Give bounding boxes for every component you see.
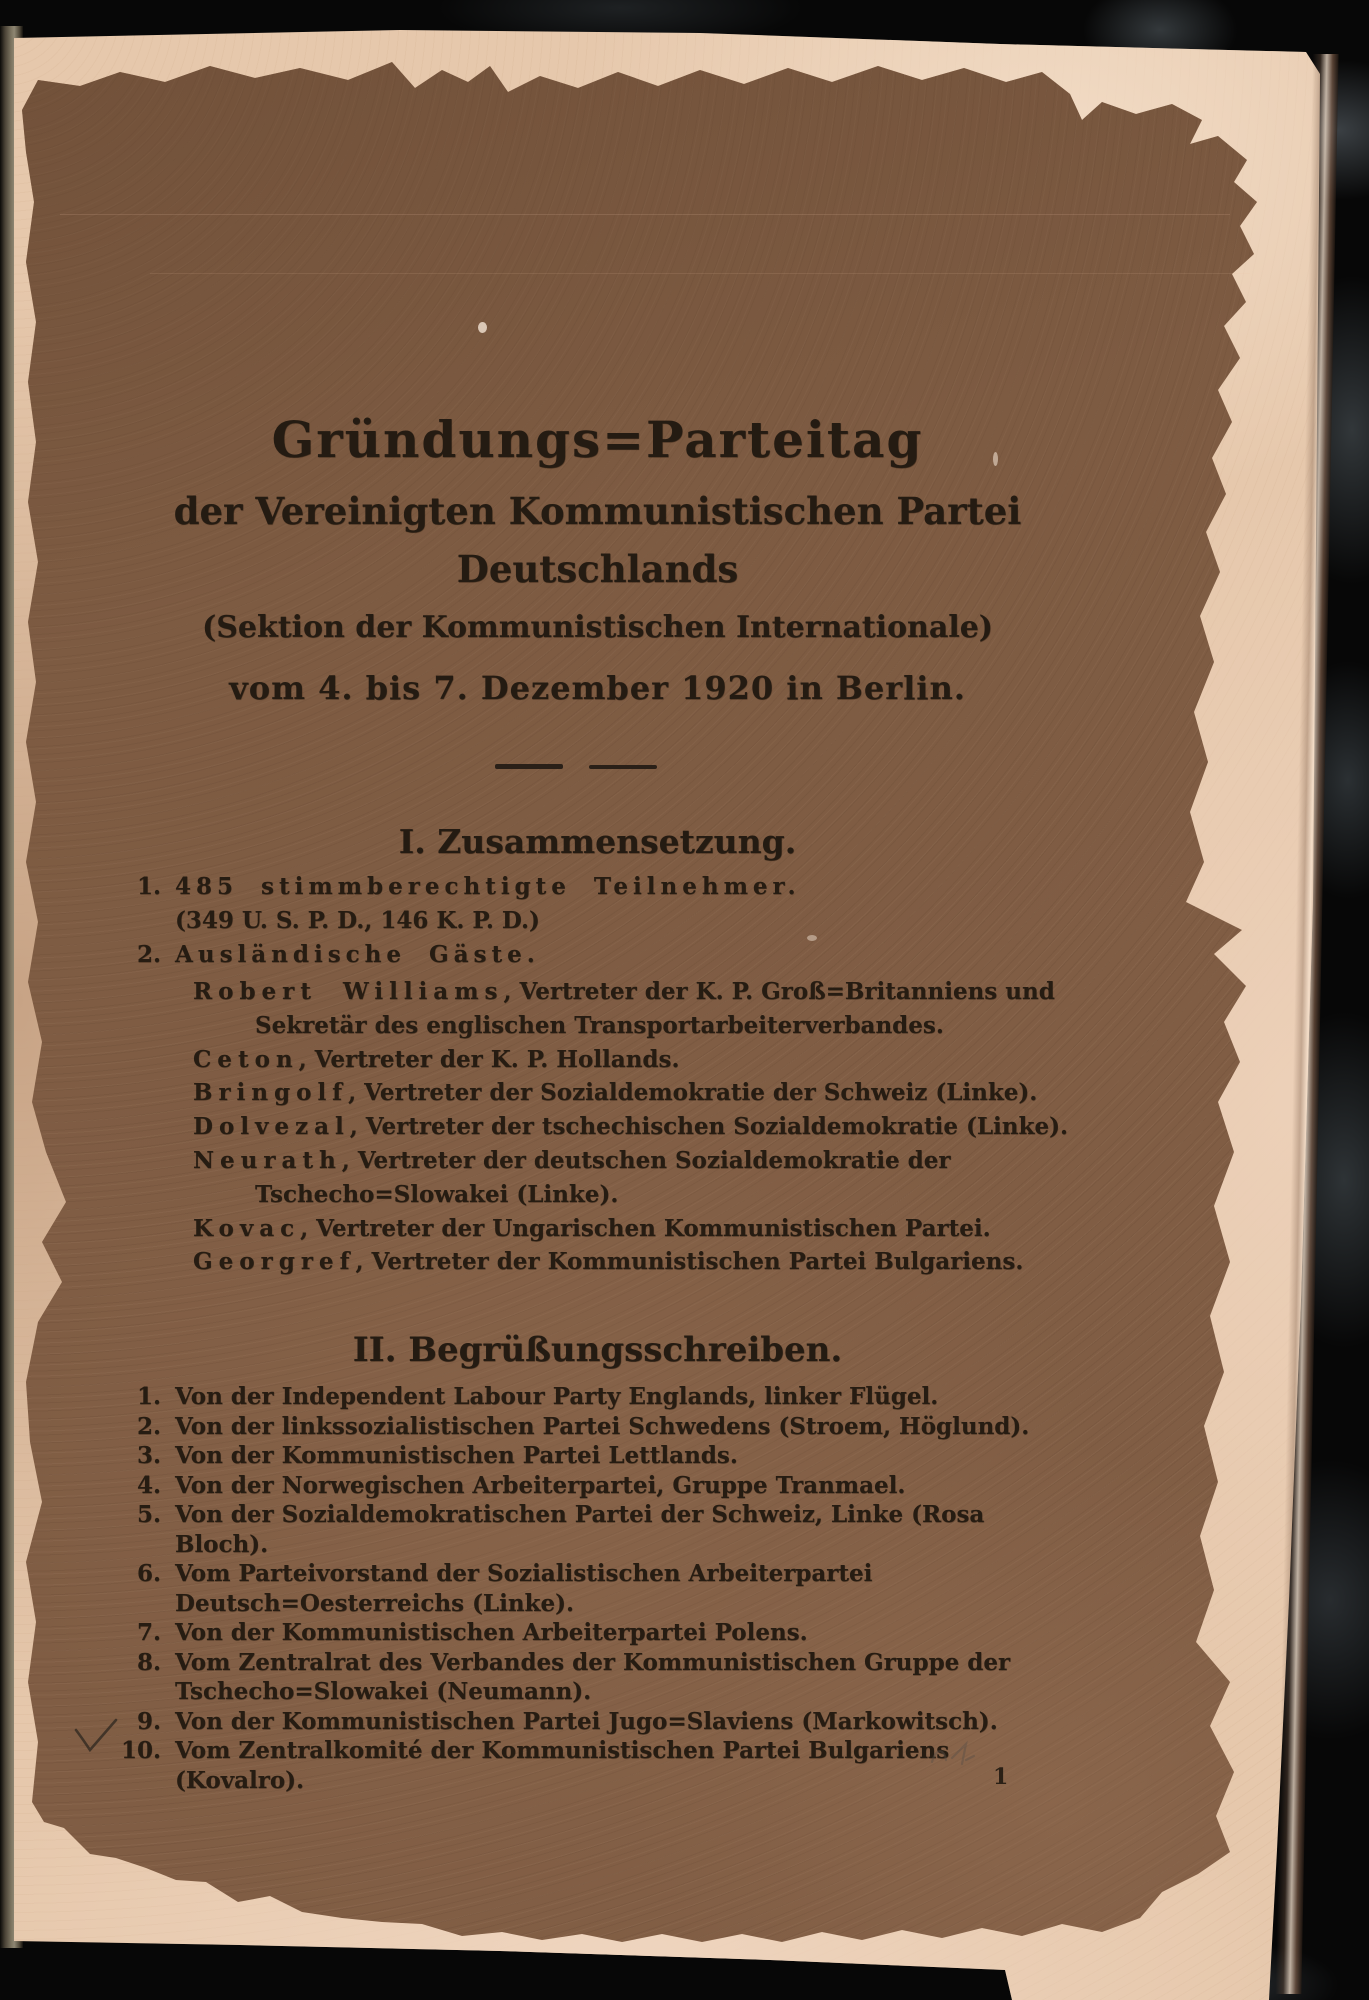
item-number: 5. bbox=[136, 1501, 161, 1528]
delegate-description: , Vertreter der Kommunistischen Partei Bulgariens. bbox=[355, 1248, 1024, 1276]
item-number: 2. bbox=[136, 1412, 161, 1440]
divider-dash bbox=[589, 765, 657, 769]
list-item bbox=[115, 938, 1080, 972]
item-text: Vom Zentralkomité der Kommunistischen Partei Bulgariens (Kovalro). bbox=[175, 1737, 950, 1794]
item-number: 8. bbox=[136, 1648, 161, 1676]
list-item bbox=[115, 1441, 1080, 1471]
item-number: 1. bbox=[136, 873, 161, 900]
item-text: Von der Norwegischen Arbeiterpartei, Gruppe Tranmael. bbox=[175, 1471, 906, 1499]
delegate-entry bbox=[115, 1245, 1080, 1279]
delegate-entry bbox=[115, 1076, 1080, 1110]
list-item bbox=[115, 1471, 1080, 1501]
delegate-description: , Vertreter der K. P. Groß=Britanniens und Sekretär des englischen Transportarbeiterverbandes. bbox=[255, 978, 1055, 1039]
delegate-description: , Vertreter der Ungarischen Kommunistischen Partei. bbox=[300, 1214, 991, 1242]
delegate-entry bbox=[115, 1043, 1080, 1077]
delegate-name: Neurath bbox=[193, 1146, 342, 1174]
item-number: 6. bbox=[136, 1560, 161, 1587]
item-number: 7. bbox=[136, 1619, 161, 1646]
pencil-scribble bbox=[928, 1740, 980, 1770]
section-2-heading: II. Begrüßungsschreiben. bbox=[352, 1330, 843, 1370]
delegate-name: Dolvezal bbox=[193, 1113, 350, 1141]
pencil-checkmark bbox=[70, 1712, 122, 1760]
delegate-entry bbox=[115, 975, 1080, 1043]
delegate-entry bbox=[115, 1212, 1080, 1246]
section-note: (Sektion der Kommunistischen Internationale) bbox=[202, 610, 993, 645]
delegate-entry bbox=[115, 1144, 1080, 1212]
section-1-list bbox=[115, 870, 1080, 1279]
item-number: 10. bbox=[120, 1737, 161, 1764]
item-text: Vom Parteivorstand der Sozialistischen Arbeiterpartei Deutsch=Oesterreichs (Linke). bbox=[175, 1560, 873, 1617]
date-line: vom 4. bis 7. Dezember 1920 in Berlin. bbox=[229, 669, 966, 707]
divider-dash bbox=[495, 764, 563, 769]
delegate-description: , Vertreter der tschechischen Sozialdemokratie (Linke). bbox=[349, 1113, 1068, 1141]
item-text: Von der Kommunistischen Partei Jugo=Slaviens (Markowitsch). bbox=[175, 1707, 998, 1735]
item-number: 4. bbox=[136, 1471, 161, 1499]
item-number: 2. bbox=[136, 941, 161, 968]
delegate-name: Kovac bbox=[193, 1214, 301, 1242]
section-1-heading: I. Zusammensetzung. bbox=[398, 822, 797, 861]
item-text: Von der Sozialdemokratischen Partei der Schweiz, Linke (Rosa Bloch). bbox=[175, 1501, 985, 1558]
delegate-list bbox=[115, 975, 1080, 1279]
item-subtext: (349 U. S. P. D., 146 K. P. D.) bbox=[175, 907, 540, 934]
item-text: Von der Kommunistischen Partei Lettlands. bbox=[175, 1442, 738, 1469]
list-item bbox=[115, 1500, 1080, 1559]
item-text: Vom Zentralrat des Verbandes der Kommunistischen Gruppe der Tschecho=Slowakei (Neumann). bbox=[175, 1648, 1011, 1705]
item-number: 3. bbox=[136, 1442, 161, 1469]
item-text: Von der linkssozialistischen Partei Schwedens (Stroem, Höglund). bbox=[175, 1412, 1030, 1440]
delegate-description: , Vertreter der K. P. Hollands. bbox=[298, 1045, 680, 1073]
subtitle-line-2: Deutschlands bbox=[456, 547, 739, 591]
list-item bbox=[115, 1559, 1080, 1618]
delegate-entry bbox=[115, 1110, 1080, 1144]
list-item bbox=[115, 1707, 1080, 1737]
list-item bbox=[115, 1382, 1080, 1412]
delegate-description: , Vertreter der Sozialdemokratie der Schweiz (Linke). bbox=[348, 1079, 1038, 1107]
delegate-name: Georgref bbox=[193, 1248, 356, 1276]
title-divider bbox=[93, 764, 1058, 769]
delegate-name: Ceton bbox=[193, 1045, 299, 1073]
list-item bbox=[115, 870, 1080, 904]
item-text: 485 stimmberechtigte Teilnehmer. bbox=[175, 873, 801, 900]
item-number: 1. bbox=[136, 1383, 161, 1410]
item-text: Von der Independent Labour Party Englands, linker Flügel. bbox=[175, 1383, 939, 1410]
item-text: Von der Kommunistischen Arbeiterpartei Polens. bbox=[175, 1619, 808, 1646]
delegate-name: Bringolf bbox=[193, 1079, 349, 1107]
subtitle-line-1: der Vereinigten Kommunistischen Partei bbox=[173, 489, 1022, 533]
list-item bbox=[115, 1412, 1080, 1442]
item-number: 9. bbox=[136, 1707, 161, 1735]
delegate-description: , Vertreter der deutschen Sozialdemokratie der Tschecho=Slowakei (Linke). bbox=[255, 1146, 951, 1208]
list-item bbox=[115, 1648, 1080, 1707]
item-text: Ausländische Gäste. bbox=[175, 941, 540, 968]
main-title: Gründungs=Parteitag bbox=[271, 410, 924, 469]
section-2-list bbox=[115, 1382, 1080, 1795]
page-number: 1 bbox=[993, 1764, 1009, 1790]
list-item bbox=[115, 1618, 1080, 1648]
delegate-name: Robert Williams bbox=[193, 978, 504, 1005]
